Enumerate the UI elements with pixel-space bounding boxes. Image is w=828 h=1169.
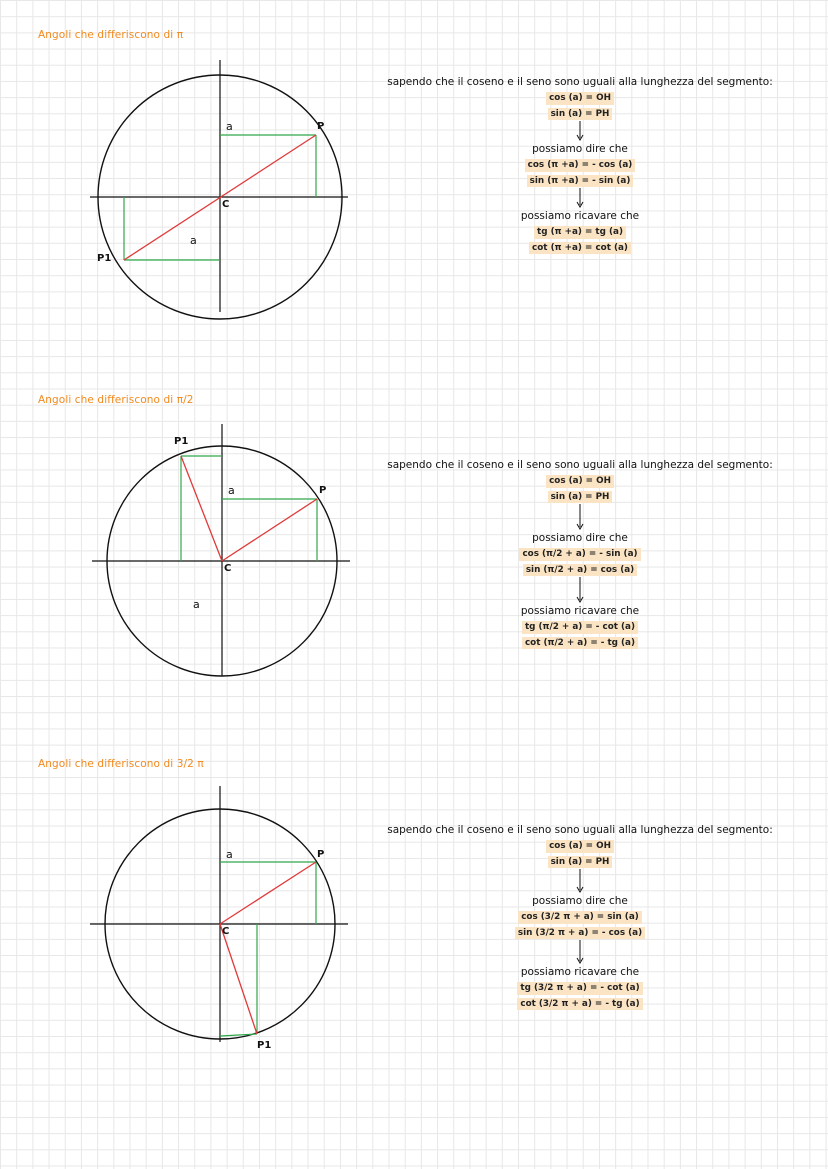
- angle-a-label: a: [226, 120, 233, 133]
- step2-title: possiamo ricavare che: [520, 605, 640, 617]
- center-c-label: C: [222, 199, 230, 210]
- explanation-block-2: [372, 459, 788, 649]
- step2-title: possiamo ricavare che: [520, 966, 640, 978]
- step1-line-2: sin (π +a) = - sin (a): [527, 175, 634, 188]
- angle-a-label-2: a: [193, 598, 200, 611]
- definition-cos: cos (a) = OH: [546, 840, 614, 853]
- center-c-label: C: [224, 563, 232, 574]
- center-c-label: C: [222, 926, 230, 937]
- definition-sin: sin (a) = PH: [548, 491, 613, 504]
- step2-line-1: tg (π/2 + a) = - cot (a): [522, 621, 638, 634]
- down-arrow-icon: [575, 577, 585, 603]
- definition-cos: cos (a) = OH: [546, 475, 614, 488]
- radius-line-p1: [181, 456, 222, 561]
- section-1-heading: Angoli che differiscono di π: [38, 29, 184, 41]
- unit-circle-diagram-2: [0, 414, 360, 734]
- point-p-label: P: [319, 485, 327, 496]
- step1-title: possiamo dire che: [532, 532, 628, 544]
- intro-text: sapendo che il coseno e il seno sono uguali alla lunghezza del segmento:: [387, 76, 773, 88]
- point-p1-label: P1: [257, 1040, 272, 1051]
- down-arrow-icon: [575, 121, 585, 141]
- intro-text: sapendo che il coseno e il seno sono uguali alla lunghezza del segmento:: [387, 824, 773, 836]
- point-p1-label: P1: [174, 436, 189, 447]
- step1-line-1: cos (3/2 π + a) = sin (a): [518, 911, 642, 924]
- section-3-heading: Angoli che differiscono di 3/2 π: [38, 758, 204, 770]
- point-p1-label: P1: [97, 253, 112, 264]
- point-p-label: P: [317, 121, 325, 132]
- step1-line-2: sin (3/2 π + a) = - cos (a): [515, 927, 645, 940]
- intro-text: sapendo che il coseno e il seno sono uguali alla lunghezza del segmento:: [387, 459, 773, 471]
- unit-circle-diagram-1: [0, 50, 360, 370]
- down-arrow-icon: [575, 504, 585, 530]
- point-p-label: P: [317, 849, 325, 860]
- step1-title: possiamo dire che: [532, 143, 628, 155]
- down-arrow-icon: [575, 188, 585, 208]
- step2-line-2: cot (π/2 + a) = - tg (a): [522, 637, 638, 650]
- explanation-block-1: [372, 76, 788, 254]
- step1-line-1: cos (π +a) = - cos (a): [525, 159, 636, 172]
- definition-sin: sin (a) = PH: [548, 108, 613, 121]
- unit-circle-diagram-3: [0, 778, 360, 1098]
- down-arrow-icon: [575, 869, 585, 893]
- down-arrow-icon: [575, 940, 585, 964]
- angle-a-label-2: a: [190, 234, 197, 247]
- step1-title: possiamo dire che: [532, 895, 628, 907]
- step2-line-1: tg (3/2 π + a) = - cot (a): [517, 982, 642, 995]
- step1-line-2: sin (π/2 + a) = cos (a): [523, 564, 637, 577]
- step2-line-1: tg (π +a) = tg (a): [534, 226, 626, 239]
- angle-a-label: a: [226, 848, 233, 861]
- section-2-heading: Angoli che differiscono di π/2: [38, 394, 194, 406]
- radius-line: [222, 499, 317, 561]
- definition-sin: sin (a) = PH: [548, 856, 613, 869]
- step2-title: possiamo ricavare che: [520, 210, 640, 222]
- step1-line-1: cos (π/2 + a) = - sin (a): [519, 548, 640, 561]
- step2-line-2: cot (3/2 π + a) = - tg (a): [517, 998, 642, 1011]
- radius-line-p1: [220, 924, 257, 1034]
- definition-cos: cos (a) = OH: [546, 92, 614, 105]
- radius-line: [220, 862, 316, 924]
- explanation-block-3: [372, 824, 788, 1010]
- angle-a-label: a: [228, 484, 235, 497]
- step2-line-2: cot (π +a) = cot (a): [529, 242, 631, 255]
